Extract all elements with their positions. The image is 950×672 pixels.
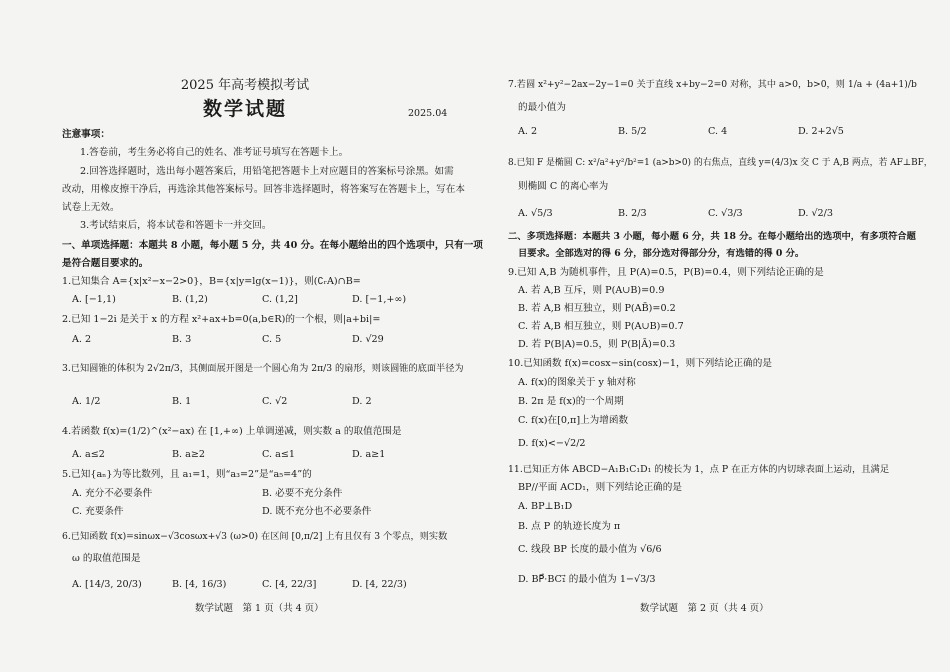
note-line: 2.回答选择题时，选出每小题答案后，用铅笔把答题卡上对应题目的答案标号涂黑。如需 [80,166,454,177]
question-4-stem: 4.若函数 f(x)=(1/2)^(x²−ax) 在 [1,+∞) 上单调递减，则实数 a 的取值范围是 [62,426,402,437]
section-1-heading: 一、单项选择题：本题共 8 小题，每小题 5 分，共 40 分。在每小题给出的四个选项中，只有一项 [62,240,483,251]
exam-date: 2025.04 [408,108,448,119]
question-10-option-d: D. f(x)<−√2/2 [518,438,586,449]
page-1-footer: 数学试题 第 1 页（共 4 页） [195,603,324,614]
question-2-option-c: C. 5 [262,334,282,345]
note-line: 改动，用橡皮擦干净后，再选涂其他答案标号。回答非选择题时，将答案写在答题卡上，写在本 [62,184,465,195]
question-11-stem: 11.已知正方体 ABCD−A₁B₁C₁D₁ 的棱长为 1，点 P 在正方体的内切球表面上运动，且满足 [508,464,890,475]
question-10-stem: 10.已知函数 f(x)=cosx−sin(cosx)−1，则下列结论正确的是 [508,358,772,369]
question-8-stem: 8.已知 F 是椭圆 C: x²/a²+y²/b²=1 (a>b>0) 的右焦点，直线 y=(4/3)x 交 C 于 A,B 两点，若 AF⊥BF， [508,158,933,168]
question-3-option-d: D. 2 [352,396,372,407]
question-2-stem: 2.已知 1−2i 是关于 x 的方程 x²+ax+b=0(a,b∈R)的一个根，则|a+bi|= [62,314,381,325]
question-2-option-b: B. 3 [172,334,192,345]
notes-heading: 注意事项： [62,129,110,140]
question-11-stem-cont: BP//平面 ACD₁，则下列结论正确的是 [518,482,682,493]
question-4-option-d: D. a≥1 [352,449,386,460]
question-9-option-b: B. 若 A,B 相互独立，则 P(AB̄)=0.2 [518,303,676,314]
section-2-heading-cont: 目要求。全部选对的得 6 分，部分选对得部分分，有选错的得 0 分。 [518,248,805,259]
question-3-option-c: C. √2 [262,396,288,407]
question-7-stem: 7.若圆 x²+y²−2ax−2y−1=0 关于直线 x+by−2=0 对称，其中 a>0，b>0，则 1/a + (4a+1)/b [508,79,917,90]
question-7-stem-cont: 的最小值为 [518,102,566,113]
question-7-option-d: D. 2+2√5 [798,126,844,137]
question-8-option-a: A. √5/3 [518,208,553,219]
question-9-option-a: A. 若 A,B 互斥，则 P(A∪B)=0.9 [518,285,665,296]
section-2-heading: 二、多项选择题：本题共 3 小题，每小题 6 分，共 18 分。在每小题给出的选项中，有多项符合题 [508,231,916,242]
question-1-stem: 1.已知集合 A={x|x²−x−2>0}，B={x|y=lg(x−1)}，则(∁ᵣA)∩B= [62,276,361,287]
question-1-option-c: C. (1,2] [262,294,298,305]
question-5-option-c: C. 充要条件 [72,506,124,517]
question-7-option-c: C. 4 [708,126,728,137]
question-3-stem: 3.已知圆锥的体积为 2√2π/3，其侧面展开图是一个圆心角为 2π/3 的扇形，则该圆锥的底面半径为 [62,363,464,374]
section-1-heading-cont: 是符合题目要求的。 [62,258,149,269]
question-10-option-c: C. f(x)在[0,π]上为增函数 [518,415,629,426]
question-2-option-a: A. 2 [72,334,92,345]
question-6-stem: 6.已知函数 f(x)=sinωx−√3cosωx+√3 (ω>0) 在区间 [0,π/2] 上有且仅有 3 个零点，则实数 [62,531,448,542]
question-10-option-b: B. 2π 是 f(x)的一个周期 [518,396,624,407]
question-6-option-a: A. [14/3, 20/3) [72,579,142,590]
question-6-stem-cont: ω 的取值范围是 [72,553,141,564]
question-2-option-d: D. √29 [352,334,384,345]
question-1-option-b: B. (1,2) [172,294,208,305]
exam-title: 2025 年高考模拟考试 [180,78,310,93]
page-2 [490,0,950,672]
question-5-option-a: A. 充分不必要条件 [72,488,153,499]
question-4-option-c: C. a≤1 [262,449,295,460]
question-9-stem: 9.已知 A,B 为随机事件，且 P(A)=0.5，P(B)=0.4，则下列结论正确的是 [508,267,824,278]
question-4-option-a: A. a≤2 [72,449,105,460]
question-7-option-a: A. 2 [518,126,538,137]
note-line: 3.考试结束后，将本试卷和答题卡一并交回。 [80,220,272,231]
question-8-option-c: C. √3/3 [708,208,743,219]
question-1-option-d: D. [−1,+∞) [352,294,407,305]
question-5-stem: 5.已知{aₙ}为等比数列，且 a₁=1，则“a₃=2”是“a₅=4”的 [62,469,312,480]
note-line: 1.答卷前，考生务必将自己的姓名、准考证号填写在答题卡上。 [80,147,349,158]
question-4-option-b: B. a≥2 [172,449,206,460]
question-11-option-c: C. 线段 BP 长度的最小值为 √6/6 [518,544,662,555]
question-3-option-b: B. 1 [172,396,192,407]
question-11-option-b: B. 点 P 的轨迹长度为 π [518,521,621,532]
page-2-footer: 数学试题 第 2 页（共 4 页） [640,603,769,614]
question-9-option-d: D. 若 P(B|A)=0.5，则 P(B|Ā)=0.3 [518,339,676,350]
note-line: 试卷上无效。 [62,202,120,213]
question-5-option-d: D. 既不充分也不必要条件 [262,506,372,517]
question-9-option-c: C. 若 A,B 相互独立，则 P(A∪B)=0.7 [518,321,684,332]
question-11-option-a: A. BP⊥B₁D [518,501,573,512]
question-6-option-d: D. [4, 22/3) [352,579,407,590]
question-7-option-b: B. 5/2 [618,126,647,137]
question-6-option-b: B. [4, 16/3) [172,579,227,590]
question-8-option-d: D. √2/3 [798,208,834,219]
question-6-option-c: C. [4, 22/3] [262,579,317,590]
question-8-stem-cont: 则椭圆 C 的离心率为 [518,181,609,192]
question-8-option-b: B. 2/3 [618,208,647,219]
subject-title: 数学试题 [202,98,287,120]
question-10-option-a: A. f(x)的图象关于 y 轴对称 [518,377,636,388]
question-11-option-d: D. BP⃗·BC₁⃗ 的最小值为 1−√3/3 [518,574,656,585]
question-5-option-b: B. 必要不充分条件 [262,488,343,499]
question-1-option-a: A. [−1,1) [72,294,116,305]
question-3-option-a: A. 1/2 [72,396,101,407]
